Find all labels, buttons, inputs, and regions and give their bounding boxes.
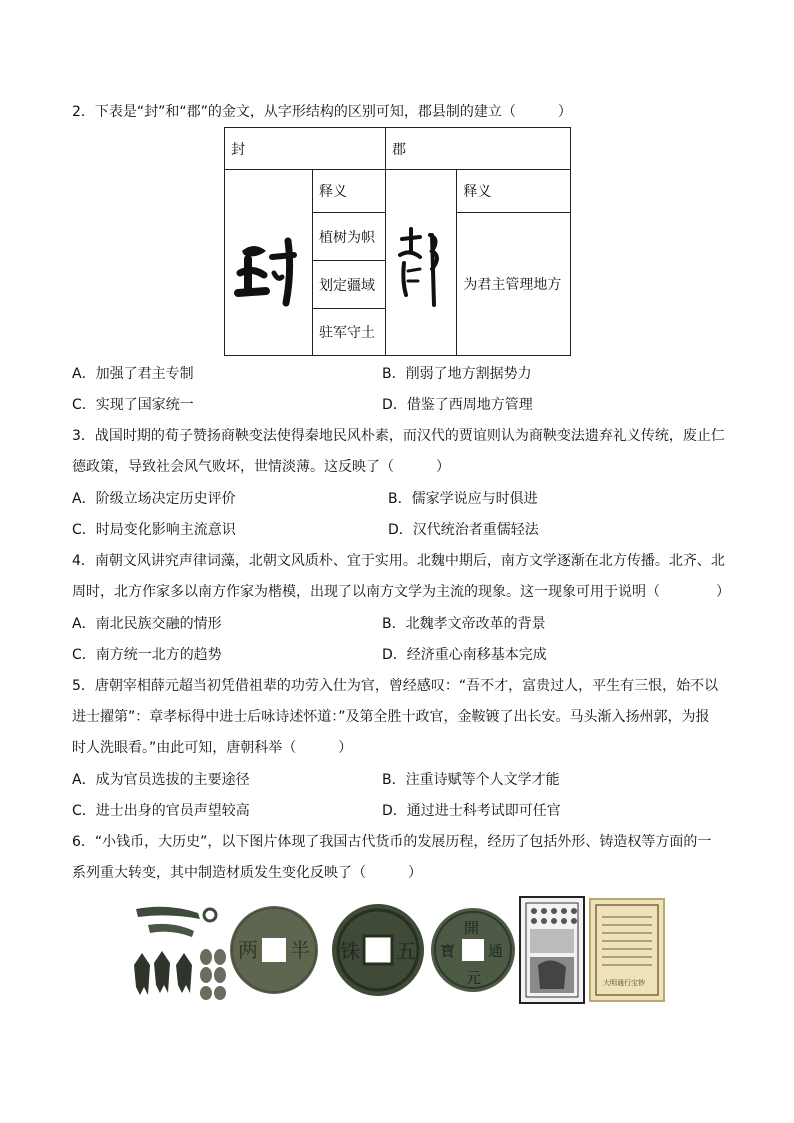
q3-option-a[interactable]: A．阶级立场决定历史评价	[72, 491, 236, 507]
q4-stem-line-2: 周时，北方作家多以南方作家为楷模，出现了以南方文学为主流的现象。这一现象可用于说明（ ）	[72, 584, 730, 600]
wuzhu-char-zhu: 铢	[340, 939, 360, 963]
q2-option-a[interactable]: A．加强了君主专制	[72, 366, 194, 382]
q6-stem-line-1: 6．“小钱币，大历史”，以下图片体现了我国古代货币的发展历程，经历了包括外形、铸造权等方面的一	[72, 834, 712, 850]
q4-option-a[interactable]: A．南北民族交融的情形	[72, 616, 222, 632]
wuzhu-char-wu: 五	[396, 939, 416, 963]
q4-stem-line-1: 4．南朝文风讲究声律词藻，北朝文风质朴、宜于实用。北魏中期后，南方文学逐渐在北方传播。北齐、北	[72, 553, 725, 569]
banliang-char-liang: 两	[238, 938, 258, 962]
feng-meaning-2: 划定疆域	[313, 261, 386, 309]
kaiyuan-char-bao: 寶	[440, 942, 456, 960]
jun-jinwen-glyph	[396, 211, 446, 311]
q5-option-a[interactable]: A．成为官员选拔的主要途径	[72, 772, 250, 788]
jun-glyph-cell	[386, 170, 457, 356]
q4-option-b[interactable]: B．北魏孝文帝改革的背景	[382, 616, 546, 632]
q3-option-c[interactable]: C．时局变化影响主流意识	[72, 522, 236, 538]
header-feng: 封	[225, 128, 386, 170]
q2-option-d[interactable]: D．借鉴了西周地方管理	[382, 397, 533, 413]
q2-option-b[interactable]: B．削弱了地方割据势力	[382, 366, 532, 382]
feng-glyph-cell	[225, 170, 313, 356]
q5-option-d[interactable]: D．通过进士科考试即可任官	[382, 803, 561, 819]
ming-paper-money-image	[590, 899, 664, 1001]
q4-option-d[interactable]: D．经济重心南移基本完成	[382, 647, 547, 663]
q2-stem: 2．下表是“封”和“郡”的金文，从字形结构的区别可知，郡县制的建立（ ）	[72, 104, 572, 120]
kaiyuan-char-yuan: 元	[466, 969, 482, 987]
q2-option-c[interactable]: C．实现了国家统一	[72, 397, 194, 413]
banliang-char-ban: 半	[290, 938, 310, 962]
q3-stem-line-2: 德政策，导致社会风气败坏，世情淡薄。这反映了（ ）	[72, 459, 450, 475]
q5-stem-line-1: 5．唐朝宰相薛元超当初凭借祖辈的功劳入仕为官，曾经感叹：“吾不才，富贵过人，平生有三恨，始不以	[72, 678, 719, 694]
q5-option-b[interactable]: B．注重诗赋等个人文学才能	[382, 772, 560, 788]
jinwen-table	[224, 127, 571, 356]
q5-option-c[interactable]: C．进士出身的官员声望较高	[72, 803, 250, 819]
feng-meaning-1: 植树为帜	[313, 213, 386, 261]
jun-meaning: 为君主管理地方	[457, 213, 571, 356]
knife-spade-coins-image	[134, 907, 226, 1000]
kaiyuan-coin-image	[431, 908, 515, 992]
banliang-coin-image	[230, 906, 318, 994]
ming-note-caption: 大明通行宝钞	[603, 979, 645, 987]
kaiyuan-char-kai: 開	[464, 919, 480, 937]
q5-stem-line-3: 时人洗眼看。”由此可知，唐朝科举（ ）	[72, 740, 353, 756]
header-jun: 郡	[386, 128, 571, 170]
wuzhu-coin-image	[332, 904, 424, 996]
feng-meaning-3: 驻军守土	[313, 309, 386, 356]
q3-option-d[interactable]: D．汉代统治者重儒轻法	[388, 522, 539, 538]
jiaozi-paper-money-image	[520, 897, 584, 1003]
ancient-currency-images	[128, 895, 668, 1005]
q4-option-c[interactable]: C．南方统一北方的趋势	[72, 647, 222, 663]
q5-stem-line-2: 进士擢第”：章孝标得中进士后咏诗述怀道：”及第全胜十政官，金鞍镀了出长安。马头渐入扬州郭，为报	[72, 709, 710, 725]
q3-option-b[interactable]: B．儒家学说应与时俱进	[388, 491, 538, 507]
q3-stem-line-1: 3．战国时期的荀子赞扬商鞅变法使得秦地民风朴素，而汉代的贾谊则认为商鞅变法遗弃礼义传统，废止仁	[72, 428, 725, 444]
q6-stem-line-2: 系列重大转变，其中制造材质发生变化反映了（ ）	[72, 865, 422, 881]
kaiyuan-char-tong: 通	[488, 942, 504, 960]
feng-shiyi-label: 释义	[313, 170, 386, 213]
jun-shiyi-label: 释义	[457, 170, 571, 213]
feng-jinwen-glyph	[234, 211, 304, 311]
